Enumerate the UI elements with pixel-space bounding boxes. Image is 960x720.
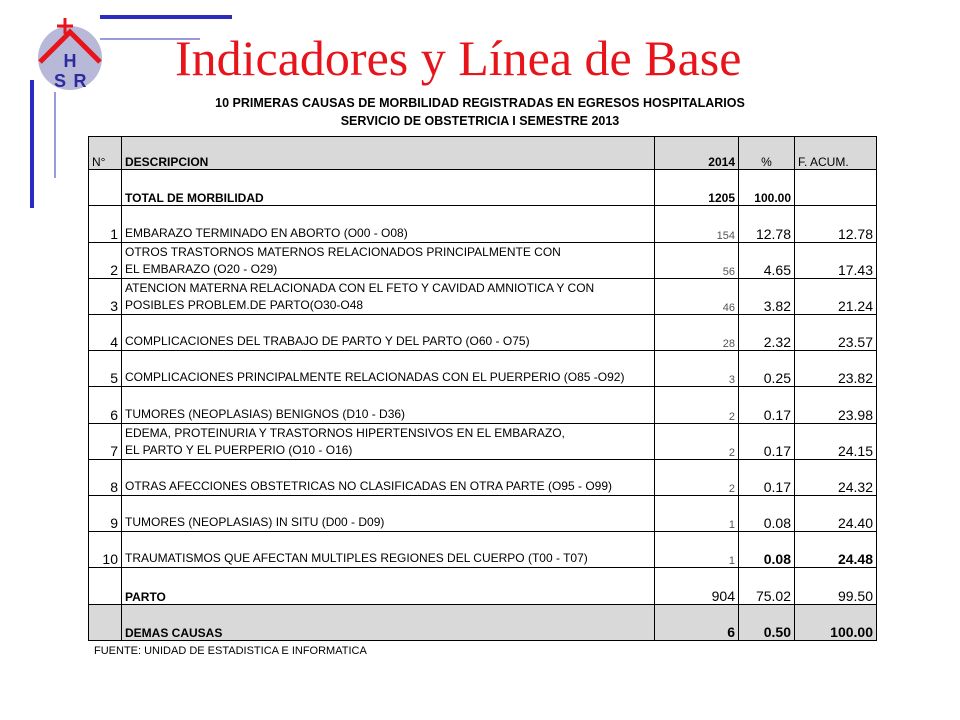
total-nro <box>89 170 122 206</box>
row-acum: 23.82 <box>795 351 877 387</box>
row-pct: 0.08 <box>739 532 795 568</box>
parto-value: 904 <box>655 568 739 604</box>
row-nro: 3 <box>89 278 122 314</box>
row-nro: 10 <box>89 532 122 568</box>
demas-nro <box>89 604 122 640</box>
row-acum: 23.98 <box>795 387 877 423</box>
row-desc-line: POSIBLES PROBLEM.DE PARTO(O30-O48 <box>125 298 364 312</box>
header-descripcion: DESCRIPCION <box>122 137 655 170</box>
row-desc <box>122 315 655 351</box>
row-desc-line: EL PARTO Y EL PUERPERIO (O10 - O16) <box>125 442 353 457</box>
row-value: 28 <box>655 315 739 351</box>
row-desc-line: COMPLICACIONES DEL TRABAJO DE PARTO Y DEL PARTO (O60 - O75) <box>125 334 530 349</box>
row-desc <box>122 351 655 387</box>
row-desc-line: TUMORES (NEOPLASIAS) IN SITU (D00 - D09) <box>125 515 385 530</box>
table-row <box>89 423 877 459</box>
row-desc <box>122 423 655 459</box>
row-acum: 17.43 <box>795 242 877 278</box>
row-pct: 0.17 <box>739 387 795 423</box>
row-desc-line: COMPLICACIONES PRINCIPALMENTE RELACIONADAS CON EL PUERPERIO (O85 -O92) <box>125 370 625 385</box>
row-value: 2 <box>655 459 739 495</box>
row-value: 154 <box>655 206 739 242</box>
table-row <box>89 496 877 532</box>
row-pct: 12.78 <box>739 206 795 242</box>
row-desc-line: ATENCION MATERNA RELACIONADA CON EL FETO Y CAVIDAD AMNIOTICA Y CON <box>125 281 595 295</box>
row-acum: 21.24 <box>795 278 877 314</box>
header-pct: % <box>739 137 795 170</box>
parto-row <box>89 568 877 604</box>
row-pct: 0.25 <box>739 351 795 387</box>
source-footer: FUENTE: UNIDAD DE ESTADISTICA E INFORMATICA <box>94 645 367 657</box>
parto-acum: 99.50 <box>795 568 877 604</box>
row-pct: 0.17 <box>739 459 795 495</box>
row-acum: 24.32 <box>795 459 877 495</box>
row-desc-line: EMBARAZO TERMINADO EN ABORTO (O00 - O08) <box>125 225 408 240</box>
row-acum: 23.57 <box>795 315 877 351</box>
row-value: 46 <box>655 278 739 314</box>
row-value: 56 <box>655 242 739 278</box>
table-row <box>89 242 877 278</box>
total-label: TOTAL DE MORBILIDAD <box>122 170 655 206</box>
row-pct: 0.08 <box>739 496 795 532</box>
row-desc <box>122 496 655 532</box>
parto-label: PARTO <box>122 568 655 604</box>
row-acum: 24.48 <box>795 532 877 568</box>
table-row <box>89 206 877 242</box>
row-pct: 0.17 <box>739 423 795 459</box>
header-year: 2014 <box>655 137 739 170</box>
table-row <box>89 459 877 495</box>
demas-acum: 100.00 <box>795 604 877 640</box>
row-desc-line: TUMORES (NEOPLASIAS) BENIGNOS (D10 - D36) <box>125 406 406 421</box>
row-desc-line: OTRAS AFECCIONES OBSTETRICAS NO CLASIFICADAS EN OTRA PARTE (O95 - O99) <box>125 479 612 494</box>
row-nro: 6 <box>89 387 122 423</box>
row-desc-line: TRAUMATISMOS QUE AFECTAN MULTIPLES REGIONES DEL CUERPO (T00 - T07) <box>125 551 588 566</box>
report-subtitle-2: SERVICIO DE OBSTETRICIA I SEMESTRE 2013 <box>340 114 620 128</box>
demas-pct: 0.50 <box>739 604 795 640</box>
row-nro: 1 <box>89 206 122 242</box>
row-value: 3 <box>655 351 739 387</box>
table-row <box>89 351 877 387</box>
total-value: 1205 <box>655 170 739 206</box>
decor-line-top <box>100 15 232 19</box>
row-acum: 24.15 <box>795 423 877 459</box>
header-acum: F. ACUM. <box>795 137 877 170</box>
row-desc <box>122 206 655 242</box>
row-nro: 7 <box>89 423 122 459</box>
parto-pct: 75.02 <box>739 568 795 604</box>
row-value: 2 <box>655 423 739 459</box>
demas-value: 6 <box>655 604 739 640</box>
row-nro: 5 <box>89 351 122 387</box>
row-pct: 4.65 <box>739 242 795 278</box>
report-subtitle-1: 10 PRIMERAS CAUSAS DE MORBILIDAD REGISTRADAS EN EGRESOS HOSPITALARIOS <box>215 96 745 110</box>
logo-letter-s: S <box>53 71 67 91</box>
total-acum <box>795 170 877 206</box>
row-nro: 9 <box>89 496 122 532</box>
logo-letter-r: R <box>73 71 87 91</box>
row-pct: 2.32 <box>739 315 795 351</box>
row-desc <box>122 459 655 495</box>
row-acum: 24.40 <box>795 496 877 532</box>
row-desc-line: EL EMBARAZO (O20 - O29) <box>125 261 278 276</box>
row-desc <box>122 387 655 423</box>
hospital-logo <box>32 12 114 94</box>
row-acum: 12.78 <box>795 206 877 242</box>
table-row <box>89 532 877 568</box>
parto-nro <box>89 568 122 604</box>
row-nro: 4 <box>89 315 122 351</box>
row-pct: 3.82 <box>739 278 795 314</box>
row-nro: 2 <box>89 242 122 278</box>
row-value: 2 <box>655 387 739 423</box>
row-desc <box>122 532 655 568</box>
row-nro: 8 <box>89 459 122 495</box>
row-desc-line: EDEMA, PROTEINURIA Y TRASTORNOS HIPERTENSIVOS EN EL EMBARAZO, <box>125 425 565 440</box>
slide-title: Indicadores y Línea de Base <box>175 30 742 86</box>
row-desc <box>122 278 655 314</box>
table-row <box>89 278 877 314</box>
header-nro: N° <box>89 137 122 170</box>
demas-label: DEMAS CAUSAS <box>122 604 655 640</box>
row-value: 1 <box>655 532 739 568</box>
demas-row <box>89 604 877 640</box>
row-desc <box>122 242 655 278</box>
total-pct: 100.00 <box>739 170 795 206</box>
morbidity-table <box>88 136 876 641</box>
logo-letter-h: H <box>63 51 77 71</box>
row-value: 1 <box>655 496 739 532</box>
table-row <box>89 387 877 423</box>
row-desc-line: OTROS TRASTORNOS MATERNOS RELACIONADOS PRINCIPALMENTE CON <box>125 244 561 259</box>
table-row <box>89 315 877 351</box>
